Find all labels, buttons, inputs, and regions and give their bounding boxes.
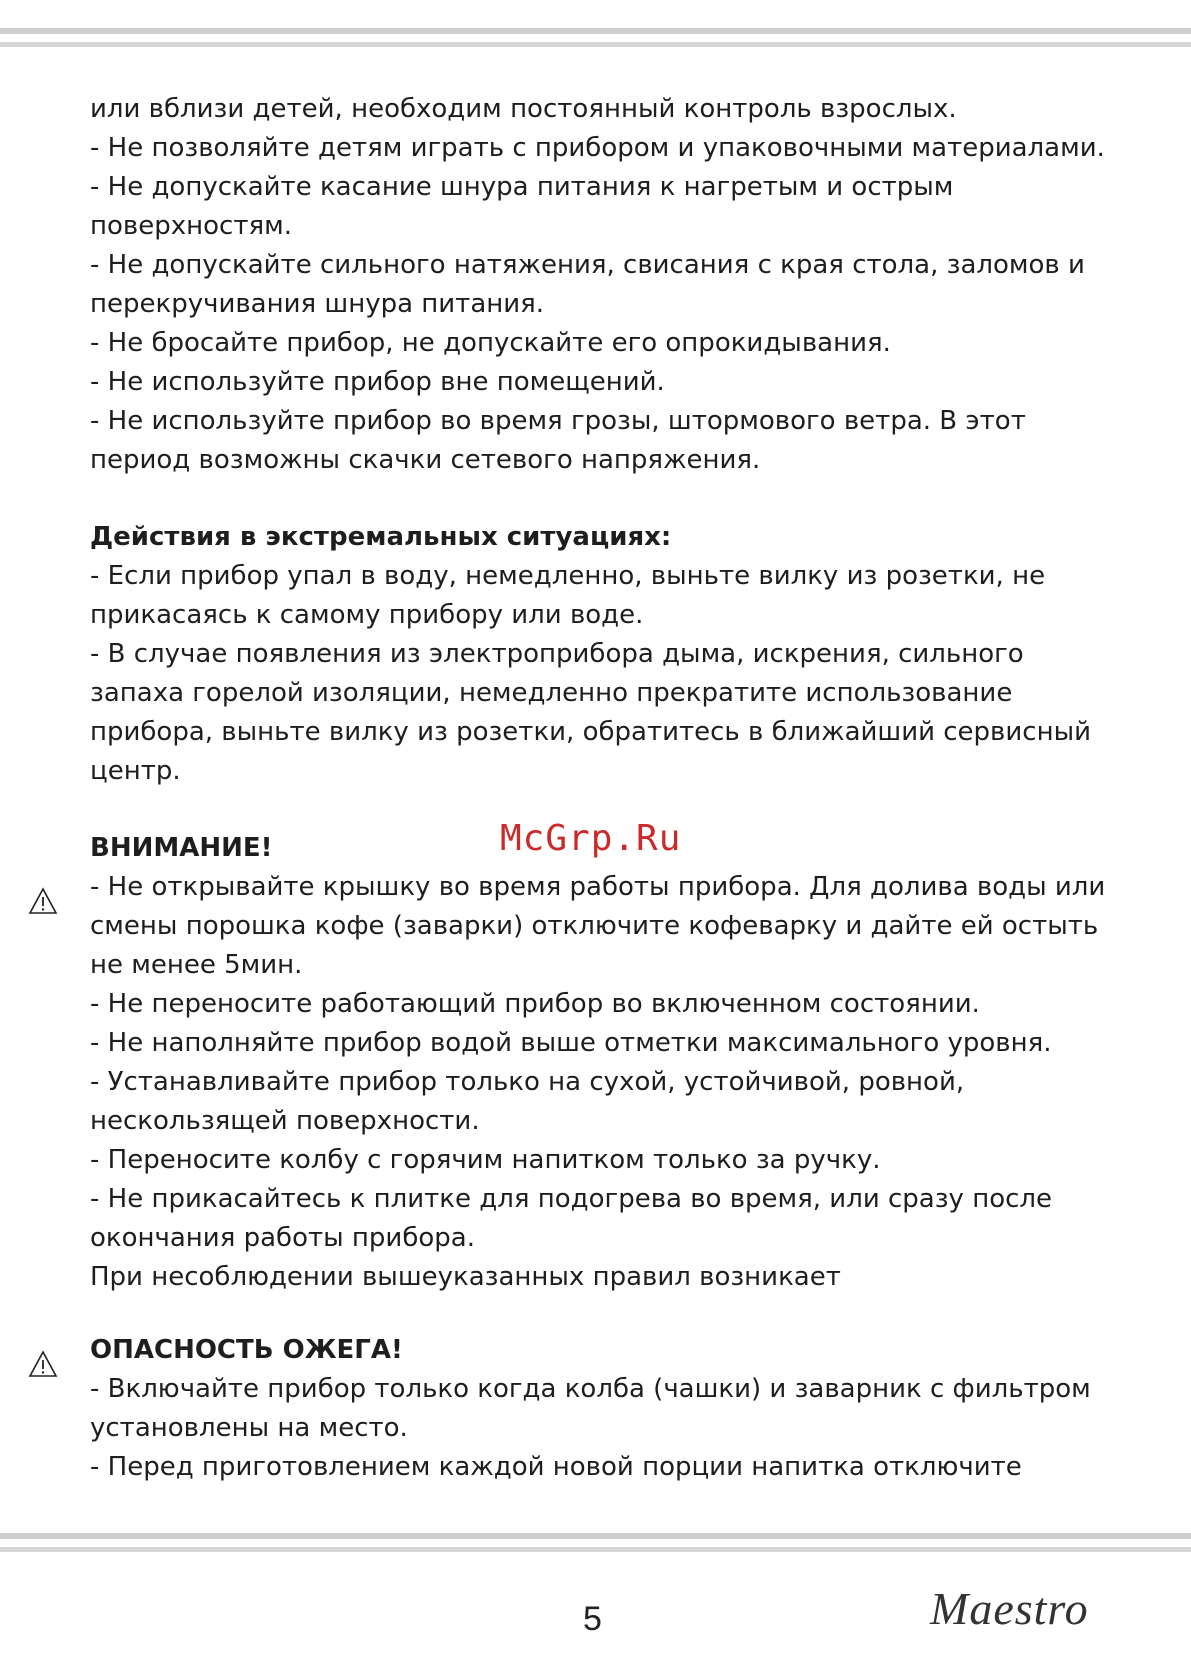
- text-line: смены порошка кофе (заварки) отключите кофеварку и дайте ей остыть: [90, 911, 1099, 941]
- text-line: нескользящей поверхности.: [90, 1106, 480, 1136]
- text-line: окончания работы прибора.: [90, 1223, 475, 1253]
- text-line: запаха горелой изоляции, немедленно прекратите использование: [90, 678, 1013, 708]
- top-rules: [0, 28, 1191, 47]
- text-line: - Не открывайте крышку во время работы прибора. Для долива воды или: [90, 872, 1106, 902]
- text-line: - Переносите колбу с горячим напитком только за ручку.: [90, 1145, 881, 1175]
- text-line: - Не допускайте касание шнура питания к нагретым и острым: [90, 172, 954, 202]
- top-rule-2: [0, 42, 1191, 47]
- text-line: - В случае появления из электроприбора дыма, искрения, сильного: [90, 639, 1024, 669]
- top-rule-1: [0, 28, 1191, 34]
- text-line: прибора, выньте вилку из розетки, обратитесь в ближайший сервисный: [90, 717, 1091, 747]
- text-line: или вблизи детей, необходим постоянный контроль взрослых.: [90, 94, 957, 124]
- text-line: - Не наполняйте прибор водой выше отметки максимального уровня.: [90, 1028, 1052, 1058]
- bottom-rule-1: [0, 1533, 1191, 1539]
- bottom-rule-2: [0, 1547, 1191, 1552]
- section-heading-burn-danger: ОПАСНОСТЬ ОЖЕГА!: [90, 1335, 403, 1365]
- text-line: - Не позволяйте детям играть с прибором и упаковочными материалами.: [90, 133, 1105, 163]
- text-line: - Не используйте прибор вне помещений.: [90, 367, 665, 397]
- text-line: центр.: [90, 756, 181, 786]
- text-line: поверхностям.: [90, 211, 292, 241]
- text-line: - Устанавливайте прибор только на сухой, устойчивой, ровной,: [90, 1067, 965, 1097]
- page-number: 5: [583, 1600, 602, 1638]
- text-line: не менее 5мин.: [90, 950, 303, 980]
- document-body: [90, 90, 1130, 1487]
- text-line: перекручивания шнура питания.: [90, 289, 545, 319]
- text-line: установлены на место.: [90, 1413, 408, 1443]
- text-line: - Не допускайте сильного натяжения, свисания с края стола, заломов и: [90, 250, 1085, 280]
- section-heading-attention: ВНИМАНИЕ!: [90, 833, 273, 863]
- section-emergency: [90, 518, 1130, 791]
- section-safety-rules: [90, 90, 1130, 480]
- brand-logo: Maestro: [930, 1583, 1089, 1634]
- section-heading-emergency: Действия в экстремальных ситуациях:: [90, 522, 672, 552]
- warning-triangle-icon: [28, 887, 58, 915]
- text-line: - Перед приготовлением каждой новой порции напитка отключите: [90, 1452, 1022, 1482]
- text-line: - Если прибор упал в воду, немедленно, выньте вилку из розетки, не: [90, 561, 1046, 591]
- section-burn-danger: [90, 1331, 1130, 1487]
- bottom-rules: [0, 1533, 1191, 1552]
- text-line: - Не используйте прибор во время грозы, штормового ветра. В этот: [90, 406, 1026, 436]
- text-line: период возможны скачки сетевого напряжения.: [90, 445, 761, 475]
- text-line: - Не прикасайтесь к плитке для подогрева во время, или сразу после: [90, 1184, 1053, 1214]
- text-line: прикасаясь к самому прибору или воде.: [90, 600, 644, 630]
- section-attention: [90, 829, 1130, 1297]
- text-line: При несоблюдении вышеуказанных правил возникает: [90, 1262, 841, 1292]
- text-line: - Не переносите работающий прибор во включенном состоянии.: [90, 989, 980, 1019]
- warning-triangle-icon: [28, 1350, 58, 1378]
- text-line: - Не бросайте прибор, не допускайте его опрокидывания.: [90, 328, 891, 358]
- text-line: - Включайте прибор только когда колба (чашки) и заварник с фильтром: [90, 1374, 1091, 1404]
- watermark: McGrp.Ru: [500, 818, 682, 859]
